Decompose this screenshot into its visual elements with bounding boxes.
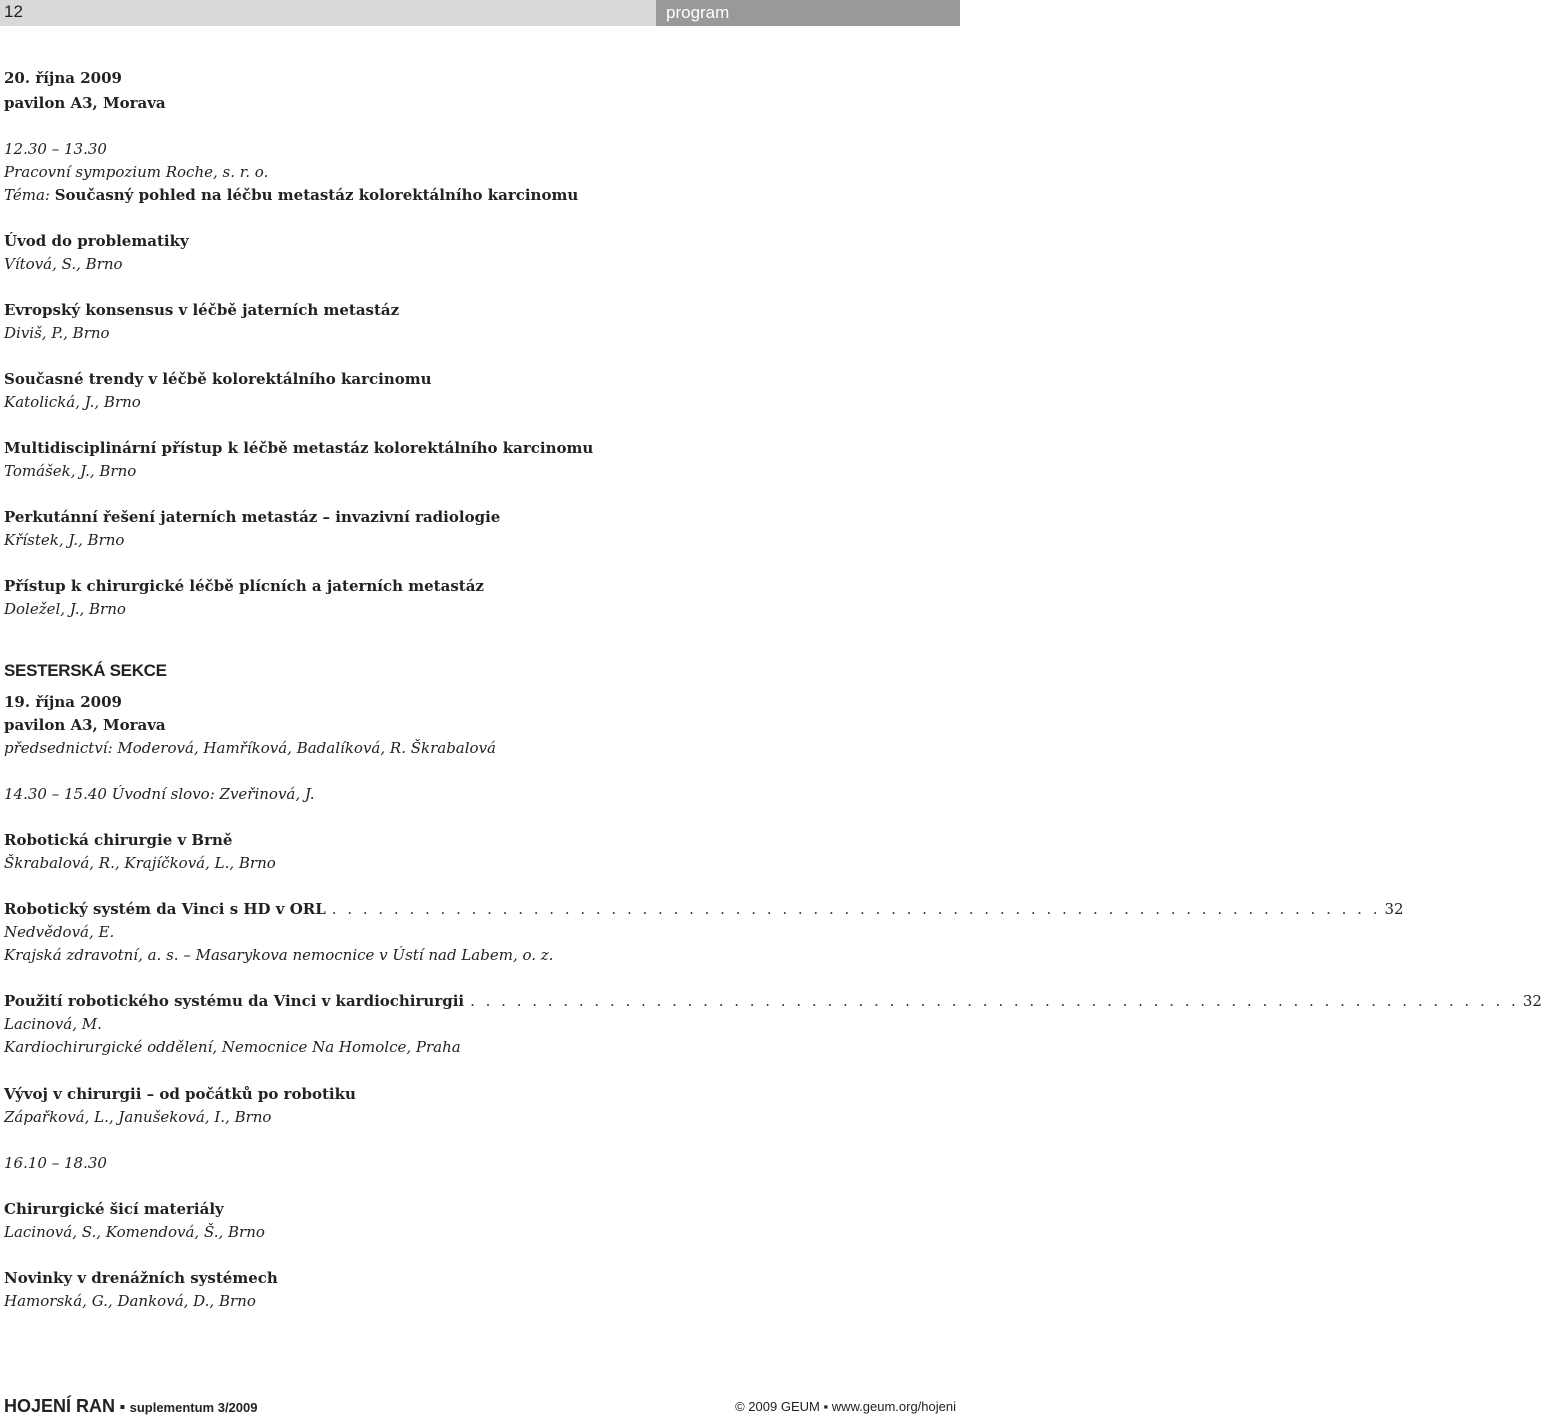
- talk-authors: Lacinová, M.: [4, 1015, 102, 1033]
- footer-publisher: [735, 1399, 956, 1414]
- bullet-separator: ▪: [823, 1399, 829, 1414]
- talk-row-with-page: [4, 899, 1404, 919]
- talk-title: Perkutánní řešení jaterních metastáz – invazivní radiologie: [4, 508, 501, 526]
- talk-authors: Lacinová, S., Komendová, Š., Brno: [4, 1223, 265, 1241]
- block1-time: 12.30 – 13.30: [4, 140, 107, 158]
- page-reference: 32: [1522, 992, 1542, 1010]
- talk-authors: Škrabalová, R., Krajíčková, L., Brno: [4, 854, 276, 872]
- block1-venue: pavilon A3, Morava: [4, 94, 166, 112]
- talk-authors: Diviš, P., Brno: [4, 324, 110, 342]
- section-label: [656, 0, 960, 26]
- talk-title: Použití robotického systému da Vinci v kardiochirurgii: [4, 992, 465, 1010]
- header-bar: [0, 0, 960, 26]
- topic-title: Současný pohled na léčbu metastáz kolorektálního karcinomu: [54, 186, 579, 204]
- talk-title: Robotická chirurgie v Brně: [4, 831, 233, 849]
- website-link[interactable]: www.geum.org/hojeni: [831, 1399, 956, 1414]
- block2-venue: pavilon A3, Morava: [4, 716, 166, 734]
- page-number: 12: [4, 2, 23, 21]
- supplement-label: suplementum 3/2009: [129, 1400, 258, 1415]
- talk-authors: Doležel, J., Brno: [4, 600, 126, 618]
- talk-authors: Katolická, J., Brno: [4, 393, 141, 411]
- talk-authors: Hamorská, G., Danková, D., Brno: [4, 1292, 256, 1310]
- talk-title: Multidisciplinární přístup k léčbě metastáz kolorektálního karcinomu: [4, 439, 594, 457]
- talk-affiliation: Krajská zdravotní, a. s. – Masarykova nemocnice v Ústí nad Labem, o. z.: [4, 946, 554, 964]
- footer-journal: [4, 1396, 257, 1417]
- talk-title: Novinky v drenážních systémech: [4, 1269, 278, 1287]
- talk-authors: Tomášek, J., Brno: [4, 462, 137, 480]
- block2-chairs: předsednictví: Moderová, Hamříková, Badalíková, R. Škrabalová: [4, 739, 496, 757]
- talk-authors: Křístek, J., Brno: [4, 531, 125, 549]
- talk-title: Robotický systém da Vinci s HD v ORL: [4, 900, 326, 918]
- block2-opening: 14.30 – 15.40 Úvodní slovo: Zveřinová, J.: [4, 785, 315, 803]
- talk-title: Úvod do problematiky: [4, 232, 189, 250]
- talk-row-with-page: [4, 991, 1542, 1011]
- journal-name: HOJENÍ RAN: [4, 1396, 116, 1416]
- bullet-separator: ▪: [119, 1399, 126, 1416]
- talk-title: Přístup k chirurgické léčbě plícních a jaterních metastáz: [4, 577, 484, 595]
- talk-title: Evropský konsensus v léčbě jaterních metastáz: [4, 301, 400, 319]
- talk-authors: Vítová, S., Brno: [4, 255, 123, 273]
- talk-title: Chirurgické šicí materiály: [4, 1200, 224, 1218]
- dot-leader: . . . . . . . . . . . . . . . . . . . . . . . . . . . . . . . . . . . . . . . . . . . . . . . . . . . . . . . . . . . . . . . . . . . .: [470, 992, 1519, 1010]
- block2-time: 16.10 – 18.30: [4, 1154, 107, 1172]
- block1-date: 20. října 2009: [4, 69, 122, 87]
- talk-affiliation: Kardiochirurgické oddělení, Nemocnice Na Homolce, Praha: [4, 1038, 461, 1056]
- section-heading: SESTERSKÁ SEKCE: [4, 661, 167, 680]
- block2-date: 19. října 2009: [4, 693, 122, 711]
- topic-label: Téma:: [4, 186, 50, 204]
- talk-title: Současné trendy v léčbě kolorektálního karcinomu: [4, 370, 432, 388]
- copyright-text: © 2009 GEUM: [735, 1399, 820, 1414]
- section-label-text: program: [666, 3, 730, 22]
- block1-symposium: Pracovní sympozium Roche, s. r. o.: [4, 163, 269, 181]
- talk-authors: Zápařková, L., Janušeková, I., Brno: [4, 1108, 272, 1126]
- page-reference: 32: [1384, 900, 1404, 918]
- block1-topic-line: [4, 185, 578, 205]
- dot-leader: . . . . . . . . . . . . . . . . . . . . . . . . . . . . . . . . . . . . . . . . . . . . . . . . . . . . . . . . . . . . . . . . . . . .: [331, 900, 1381, 918]
- talk-authors: Nedvědová, E.: [4, 923, 115, 941]
- talk-title: Vývoj v chirurgii – od počátků po robotiku: [4, 1085, 356, 1103]
